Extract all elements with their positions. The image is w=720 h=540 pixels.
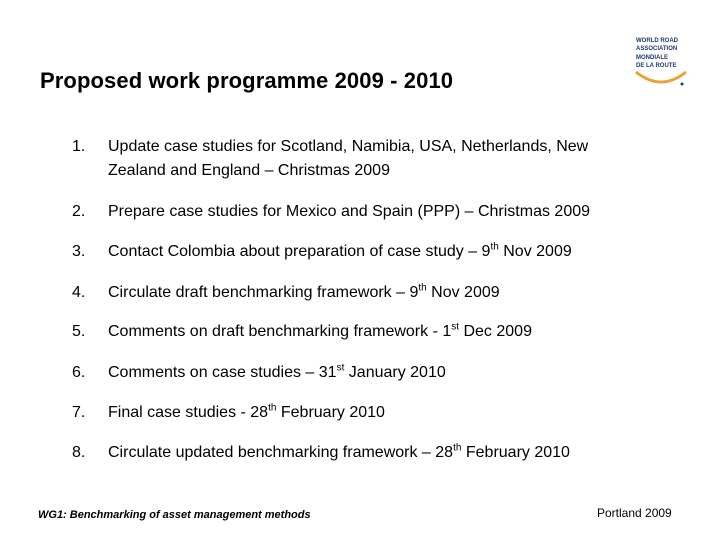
footer-working-group: WG1: Benchmarking of asset management methods — [38, 509, 311, 521]
svg-text:DE LA ROUTE: DE LA ROUTE — [636, 63, 677, 69]
association-logo-graphic — [632, 26, 690, 102]
list-item-number: 2. — [72, 203, 86, 220]
list-item-number: 7. — [72, 404, 86, 421]
list-item-number: 1. — [72, 138, 86, 155]
list-item-text: Comments on case studies – 31st January 2010 — [108, 362, 446, 381]
ordinal-suffix: th — [418, 282, 427, 294]
list-item-text: Circulate draft benchmarking framework – 9th Nov 2009 — [108, 282, 500, 301]
list-item-text: Circulate updated benchmarking framework – 28th February 2010 — [108, 442, 570, 461]
list-item-number: 3. — [72, 243, 86, 260]
list-item-text: Prepare case studies for Mexico and Spain (PPP) – Christmas 2009 — [108, 203, 591, 220]
association-logo — [632, 26, 690, 102]
ordinal-suffix: th — [268, 402, 277, 414]
svg-text:ASSOCIATION: ASSOCIATION — [636, 46, 678, 52]
slide-title: Proposed work programme 2009 - 2010 — [40, 68, 454, 93]
list-item-number: 4. — [72, 284, 86, 301]
list-item-number: 5. — [72, 323, 86, 340]
ordinal-suffix: st — [336, 362, 345, 374]
list-item-text: Comments on draft benchmarking framework - 1st Dec 2009 — [108, 321, 532, 340]
ordinal-suffix: th — [453, 442, 462, 454]
svg-text:WORLD ROAD: WORLD ROAD — [636, 38, 678, 44]
list-item-number: 8. — [72, 444, 86, 461]
list-item-text: Final case studies - 28th February 2010 — [108, 402, 385, 421]
list-item-number: 6. — [72, 364, 86, 381]
ordinal-suffix: th — [490, 241, 499, 253]
list-item-text: Contact Colombia about preparation of case study – 9th Nov 2009 — [108, 241, 572, 260]
svg-text:MONDIALE: MONDIALE — [636, 55, 668, 61]
ordinal-suffix: st — [451, 321, 460, 333]
footer-location: Portland 2009 — [597, 506, 672, 520]
list-item-text: Update case studies for Scotland, Namibia, USA, Netherlands, New Zealand and England – Christmas 2009 — [108, 138, 589, 179]
